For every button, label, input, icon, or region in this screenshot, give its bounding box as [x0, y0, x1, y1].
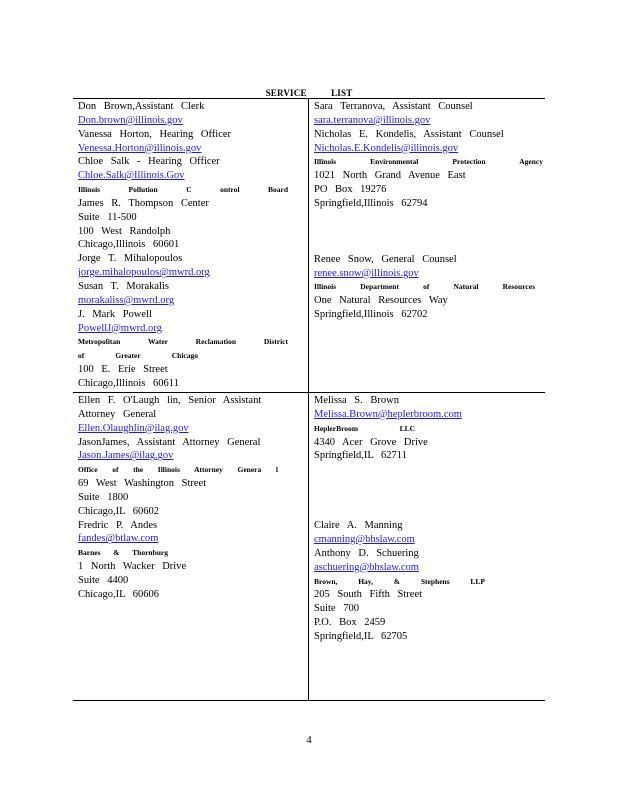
contact-name: Claire A. Manning: [314, 520, 403, 532]
page-number: 4: [306, 735, 312, 746]
service-cell-bottom-right: [309, 393, 546, 701]
address-line: Suite 4400: [78, 574, 129, 586]
address-line: 100 E. Erie Street: [78, 364, 168, 376]
address-line: Springfield,Illinois 62794: [314, 197, 428, 209]
organization-name: Office of the Illinois Attorney Genera l: [78, 465, 278, 475]
email-link[interactable]: Nicholas.E.Kondelis@illinois.gov: [314, 142, 459, 154]
contact-name: Melissa S. Brown: [314, 395, 399, 406]
address-line: Chicago,IL 60606: [78, 588, 160, 600]
contact-name: J. Mark Powell: [78, 308, 152, 320]
contact-name: Vanessa Horton, Hearing Officer: [78, 128, 232, 140]
email-link[interactable]: morakaliss@mwrd.org: [78, 294, 175, 306]
address-line: Chicago,Illinois 60601: [78, 239, 180, 251]
organization-name: Brown, Hay, & Stephens LLP: [314, 576, 485, 586]
address-line: 4340 Acer Grove Drive: [314, 436, 428, 448]
contact-name: Jorge T. Mihalopoulos: [78, 253, 183, 265]
email-link[interactable]: aschuering@bhslaw.com: [314, 561, 419, 573]
spacer: [314, 211, 545, 253]
organization-name: of Greater Chicago: [78, 351, 198, 361]
page-title: SERVICE LIST: [265, 88, 353, 98]
address-line: 1021 North Grand Avenue East: [314, 170, 466, 182]
email-link[interactable]: PowellJ@mwrd.org: [78, 322, 162, 334]
address-line: Springfield,Illinois 62702: [314, 309, 428, 321]
email-link[interactable]: fandes@btlaw.com: [78, 533, 159, 545]
contact-name: Don Brown,Assistant Clerk: [78, 101, 205, 112]
contact-name: Susan T. Morakalis: [78, 280, 169, 292]
organization-name: HeplerBroom LLC: [314, 423, 415, 433]
contact-name: Sara Terranova, Assistant Counsel: [314, 101, 473, 112]
service-list-table: [73, 98, 545, 701]
contact-name: Anthony D. Schuering: [314, 547, 419, 559]
email-link[interactable]: Chloe.Salk@Illinois.Gov: [78, 170, 185, 182]
email-link[interactable]: renee.snow@illinois.gov: [314, 267, 419, 279]
address-line: Suite 700: [314, 603, 359, 615]
contact-title: Attorney General: [78, 408, 157, 420]
organization-name: Illinois Department of Natural Resources: [314, 282, 535, 292]
email-link[interactable]: cmanning@bhslaw.com: [314, 534, 415, 546]
address-line: 205 South Fifth Street: [314, 589, 423, 601]
contact-name: Chloe Salk - Hearing Officer: [78, 156, 220, 168]
address-line: Chicago,Illinois 60611: [78, 377, 179, 389]
contact-name: Nicholas E. Kondelis, Assistant Counsel: [314, 128, 504, 140]
contact-name: Ellen F. O'Laugh lin, Senior Assistant: [78, 395, 262, 406]
address-line: James R. Thompson Center: [78, 197, 209, 209]
organization-name: Barnes & Thornburg: [78, 548, 168, 558]
email-link[interactable]: Melissa.Brown@heplerbroom.com: [314, 408, 462, 420]
address-line: Springfield,IL 62711: [314, 450, 407, 462]
email-link[interactable]: Don.brown@illinois.gov: [78, 114, 183, 126]
address-line: 100 West Randolph: [78, 225, 171, 237]
service-cell-bottom-left: [73, 393, 309, 701]
contact-name: Fredric P. Andes: [78, 519, 158, 531]
service-cell-top-right: [309, 99, 546, 393]
address-line: Chicago,IL 60602: [78, 505, 160, 517]
address-line: Suite 1800: [78, 491, 129, 503]
table-row: [73, 393, 545, 701]
address-line: P.O. Box 2459: [314, 617, 386, 629]
address-line: PO Box 19276: [314, 184, 387, 196]
service-cell-top-left: [73, 99, 309, 393]
address-line: Suite 11-500: [78, 211, 137, 223]
table-row: [73, 99, 545, 393]
organization-name: Metropolitan Water Reclamation District: [78, 337, 288, 347]
email-link[interactable]: Venessa.Horton@illinois.gov: [78, 142, 202, 154]
address-line: One Natural Resources Way: [314, 295, 448, 307]
organization-name: Illinois Environmental Protection Agency: [314, 157, 543, 167]
address-line: Springfield,IL 62705: [314, 630, 408, 642]
email-link[interactable]: sara.terranova@illinois.gov: [314, 114, 431, 126]
email-link[interactable]: Ellen.Olaughlin@ilag.gov: [78, 422, 189, 434]
organization-name: Illinois Pollution C ontrol Board: [78, 185, 288, 195]
contact-name: JasonJames, Assistant Attorney General: [78, 436, 261, 448]
email-link[interactable]: jorge.mihalopoulos@mwrd.org: [78, 267, 210, 279]
address-line: 1 North Wacker Drive: [78, 561, 187, 573]
spacer: [314, 463, 545, 519]
email-link[interactable]: Jason.James@ilag.gov: [78, 450, 174, 462]
contact-name: Renee Snow, General Counsel: [314, 253, 457, 265]
address-line: 69 West Washington Street: [78, 478, 207, 490]
